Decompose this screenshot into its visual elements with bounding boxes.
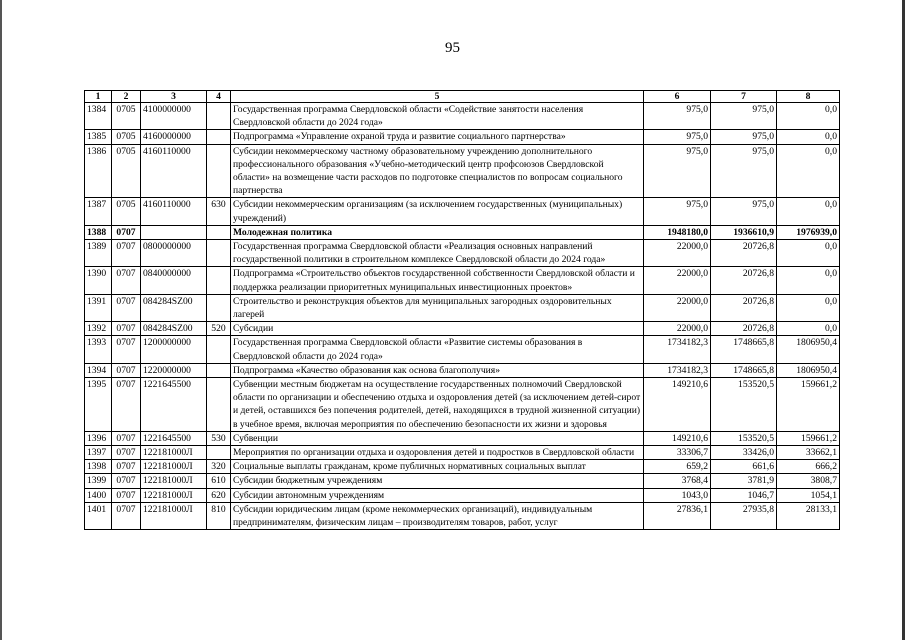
expense-type-cell: 530 [207, 431, 231, 445]
section-code-cell: 0707 [112, 294, 141, 321]
amount-col-8-cell: 28133,1 [777, 502, 840, 529]
table-row [85, 240, 840, 267]
row-number-cell: 1388 [85, 225, 112, 239]
section-code-cell: 0705 [112, 144, 141, 198]
item-name-cell: Субсидии некоммерческому частному образовательному учреждению дополнительного профессионального образования «Учебно-методический центр профсоюзов Свердловской области» на возмещение части расходов по подготовке специалистов по вопросам социального партнерства [231, 144, 644, 198]
item-name-cell: Субсидии [231, 322, 644, 336]
section-code-cell: 0707 [112, 378, 141, 432]
header-col-1: 1 [85, 91, 112, 103]
amount-col-8-cell: 33662,1 [777, 446, 840, 460]
row-number-cell: 1387 [85, 198, 112, 225]
table-row [85, 502, 840, 529]
amount-col-6-cell: 22000,0 [644, 294, 711, 321]
table-row [85, 460, 840, 474]
table-row [85, 144, 840, 198]
amount-col-6-cell: 149210,6 [644, 431, 711, 445]
header-col-5: 5 [231, 91, 644, 103]
amount-col-7-cell: 33426,0 [711, 446, 777, 460]
row-number-cell: 1385 [85, 130, 112, 144]
target-article-cell: 1220000000 [141, 363, 207, 377]
item-name-cell: Строительство и реконструкция объектов для муниципальных загородных оздоровительных лагерей [231, 294, 644, 321]
table-header-row [85, 91, 840, 103]
table-row [85, 431, 840, 445]
item-name-cell: Субсидии юридическим лицам (кроме некоммерческих организаций), индивидуальным предпринимателям, физическим лицам – производителям товаров, работ, услуг [231, 502, 644, 529]
amount-col-6-cell: 22000,0 [644, 267, 711, 294]
amount-col-7-cell: 1748665,8 [711, 363, 777, 377]
item-name-cell: Государственная программа Свердловской области «Реализация основных направлений государственной политики в строительном комплексе Свердловской области до 2024 года» [231, 240, 644, 267]
section-code-cell: 0707 [112, 460, 141, 474]
target-article-cell: 1221645500 [141, 431, 207, 445]
amount-col-7-cell: 1748665,8 [711, 336, 777, 363]
section-code-cell: 0707 [112, 225, 141, 239]
amount-col-8-cell: 1806950,4 [777, 336, 840, 363]
item-name-cell: Мероприятия по организации отдыха и оздоровления детей и подростков в Свердловской области [231, 446, 644, 460]
table-row [85, 488, 840, 502]
table-row [85, 294, 840, 321]
amount-col-6-cell: 975,0 [644, 144, 711, 198]
header-col-2: 2 [112, 91, 141, 103]
item-name-cell: Подпрограмма «Качество образования как основа благополучия» [231, 363, 644, 377]
row-number-cell: 1391 [85, 294, 112, 321]
expense-type-cell [207, 240, 231, 267]
expense-type-cell [207, 294, 231, 321]
item-name-cell: Государственная программа Свердловской области «Развитие системы образования в Свердловской области до 2024 года» [231, 336, 644, 363]
section-code-cell: 0705 [112, 198, 141, 225]
amount-col-7-cell: 1936610,9 [711, 225, 777, 239]
target-article-cell: 4100000000 [141, 103, 207, 130]
amount-col-8-cell: 0,0 [777, 240, 840, 267]
row-number-cell: 1397 [85, 446, 112, 460]
table-row [85, 474, 840, 488]
expense-type-cell [207, 363, 231, 377]
target-article-cell: 4160110000 [141, 144, 207, 198]
amount-col-6-cell: 1948180,0 [644, 225, 711, 239]
amount-col-8-cell: 0,0 [777, 267, 840, 294]
amount-col-7-cell: 153520,5 [711, 378, 777, 432]
target-article-cell: 122181000Л [141, 460, 207, 474]
expense-type-cell: 810 [207, 502, 231, 529]
amount-col-7-cell: 20726,8 [711, 240, 777, 267]
item-name-cell: Подпрограмма «Управление охраной труда и развитие социального партнерства» [231, 130, 644, 144]
section-code-cell: 0705 [112, 130, 141, 144]
section-code-cell: 0707 [112, 474, 141, 488]
amount-col-8-cell: 1054,1 [777, 488, 840, 502]
target-article-cell: 4160110000 [141, 198, 207, 225]
table-row [85, 322, 840, 336]
target-article-cell: 0840000000 [141, 267, 207, 294]
table-row [85, 336, 840, 363]
target-article-cell: 084284SZ00 [141, 294, 207, 321]
section-code-cell: 0707 [112, 322, 141, 336]
item-name-cell: Субвенции местным бюджетам на осуществление государственных полномочий Свердловской области по организации и обеспечению отдыха и оздоровления детей (за исключением детей-сирот и детей, оставшихся без попечения родителей, детей, находящихся в трудной жизненной ситуации) в учебное время, включая мероприятия по обеспечению безопасности их жизни и здоровья [231, 378, 644, 432]
row-number-cell: 1389 [85, 240, 112, 267]
amount-col-7-cell: 20726,8 [711, 322, 777, 336]
amount-col-7-cell: 153520,5 [711, 431, 777, 445]
expense-type-cell [207, 144, 231, 198]
item-name-cell: Государственная программа Свердловской области «Содействие занятости населения Свердловской области до 2024 года» [231, 103, 644, 130]
table-row [85, 103, 840, 130]
amount-col-8-cell: 159661,2 [777, 378, 840, 432]
row-number-cell: 1390 [85, 267, 112, 294]
target-article-cell: 0800000000 [141, 240, 207, 267]
amount-col-7-cell: 975,0 [711, 198, 777, 225]
table-row [85, 225, 840, 239]
expense-type-cell: 620 [207, 488, 231, 502]
section-code-cell: 0707 [112, 488, 141, 502]
amount-col-6-cell: 1043,0 [644, 488, 711, 502]
amount-col-7-cell: 975,0 [711, 103, 777, 130]
expense-type-cell [207, 267, 231, 294]
expense-type-cell [207, 103, 231, 130]
page-number: 95 [445, 40, 460, 56]
row-number-cell: 1395 [85, 378, 112, 432]
row-number-cell: 1401 [85, 502, 112, 529]
header-col-4: 4 [207, 91, 231, 103]
amount-col-7-cell: 27935,8 [711, 502, 777, 529]
expense-type-cell: 630 [207, 198, 231, 225]
amount-col-8-cell: 0,0 [777, 103, 840, 130]
header-col-7: 7 [711, 91, 777, 103]
row-number-cell: 1398 [85, 460, 112, 474]
row-number-cell: 1399 [85, 474, 112, 488]
amount-col-6-cell: 22000,0 [644, 240, 711, 267]
expense-type-cell [207, 336, 231, 363]
target-article-cell: 122181000Л [141, 446, 207, 460]
item-name-cell: Подпрограмма «Строительство объектов государственной собственности Свердловской области и поддержка реализации приоритетных муниципальных инвестиционных проектов» [231, 267, 644, 294]
row-number-cell: 1396 [85, 431, 112, 445]
section-code-cell: 0707 [112, 446, 141, 460]
amount-col-6-cell: 149210,6 [644, 378, 711, 432]
amount-col-7-cell: 20726,8 [711, 294, 777, 321]
row-number-cell: 1392 [85, 322, 112, 336]
amount-col-6-cell: 659,2 [644, 460, 711, 474]
item-name-cell: Субсидии автономным учреждениям [231, 488, 644, 502]
amount-col-8-cell: 666,2 [777, 460, 840, 474]
target-article-cell: 084284SZ00 [141, 322, 207, 336]
expense-type-cell [207, 446, 231, 460]
table-row [85, 267, 840, 294]
amount-col-7-cell: 1046,7 [711, 488, 777, 502]
table-row [85, 378, 840, 432]
amount-col-8-cell: 0,0 [777, 322, 840, 336]
item-name-cell: Социальные выплаты гражданам, кроме публичных нормативных социальных выплат [231, 460, 644, 474]
amount-col-6-cell: 22000,0 [644, 322, 711, 336]
amount-col-6-cell: 975,0 [644, 130, 711, 144]
amount-col-6-cell: 33306,7 [644, 446, 711, 460]
table-row [85, 446, 840, 460]
section-code-cell: 0707 [112, 336, 141, 363]
expense-type-cell [207, 225, 231, 239]
amount-col-7-cell: 975,0 [711, 144, 777, 198]
amount-col-6-cell: 1734182,3 [644, 363, 711, 377]
section-code-cell: 0707 [112, 267, 141, 294]
header-col-6: 6 [644, 91, 711, 103]
amount-col-6-cell: 3768,4 [644, 474, 711, 488]
amount-col-6-cell: 975,0 [644, 198, 711, 225]
target-article-cell [141, 225, 207, 239]
amount-col-7-cell: 3781,9 [711, 474, 777, 488]
section-code-cell: 0705 [112, 103, 141, 130]
expense-type-cell [207, 130, 231, 144]
amount-col-7-cell: 975,0 [711, 130, 777, 144]
amount-col-6-cell: 975,0 [644, 103, 711, 130]
amount-col-8-cell: 159661,2 [777, 431, 840, 445]
item-name-cell: Субсидии бюджетным учреждениям [231, 474, 644, 488]
section-code-cell: 0707 [112, 431, 141, 445]
header-col-8: 8 [777, 91, 840, 103]
item-name-cell: Субсидии некоммерческим организациям (за исключением государственных (муниципальных) учреждений) [231, 198, 644, 225]
table-row [85, 130, 840, 144]
expense-type-cell: 520 [207, 322, 231, 336]
amount-col-8-cell: 3808,7 [777, 474, 840, 488]
amount-col-8-cell: 0,0 [777, 294, 840, 321]
target-article-cell: 122181000Л [141, 502, 207, 529]
budget-table [84, 90, 840, 530]
item-name-cell: Молодежная политика [231, 225, 644, 239]
table-row [85, 363, 840, 377]
target-article-cell: 1221645500 [141, 378, 207, 432]
amount-col-6-cell: 27836,1 [644, 502, 711, 529]
section-code-cell: 0707 [112, 502, 141, 529]
amount-col-8-cell: 0,0 [777, 198, 840, 225]
amount-col-7-cell: 661,6 [711, 460, 777, 474]
section-code-cell: 0707 [112, 240, 141, 267]
expense-type-cell: 320 [207, 460, 231, 474]
target-article-cell: 4160000000 [141, 130, 207, 144]
item-name-cell: Субвенции [231, 431, 644, 445]
amount-col-6-cell: 1734182,3 [644, 336, 711, 363]
amount-col-7-cell: 20726,8 [711, 267, 777, 294]
section-code-cell: 0707 [112, 363, 141, 377]
target-article-cell: 122181000Л [141, 488, 207, 502]
amount-col-8-cell: 0,0 [777, 130, 840, 144]
row-number-cell: 1386 [85, 144, 112, 198]
row-number-cell: 1384 [85, 103, 112, 130]
amount-col-8-cell: 1806950,4 [777, 363, 840, 377]
table-body [85, 103, 840, 530]
header-col-3: 3 [141, 91, 207, 103]
expense-type-cell [207, 378, 231, 432]
target-article-cell: 1200000000 [141, 336, 207, 363]
row-number-cell: 1394 [85, 363, 112, 377]
amount-col-8-cell: 1976939,0 [777, 225, 840, 239]
table-row [85, 198, 840, 225]
row-number-cell: 1400 [85, 488, 112, 502]
expense-type-cell: 610 [207, 474, 231, 488]
amount-col-8-cell: 0,0 [777, 144, 840, 198]
row-number-cell: 1393 [85, 336, 112, 363]
target-article-cell: 122181000Л [141, 474, 207, 488]
